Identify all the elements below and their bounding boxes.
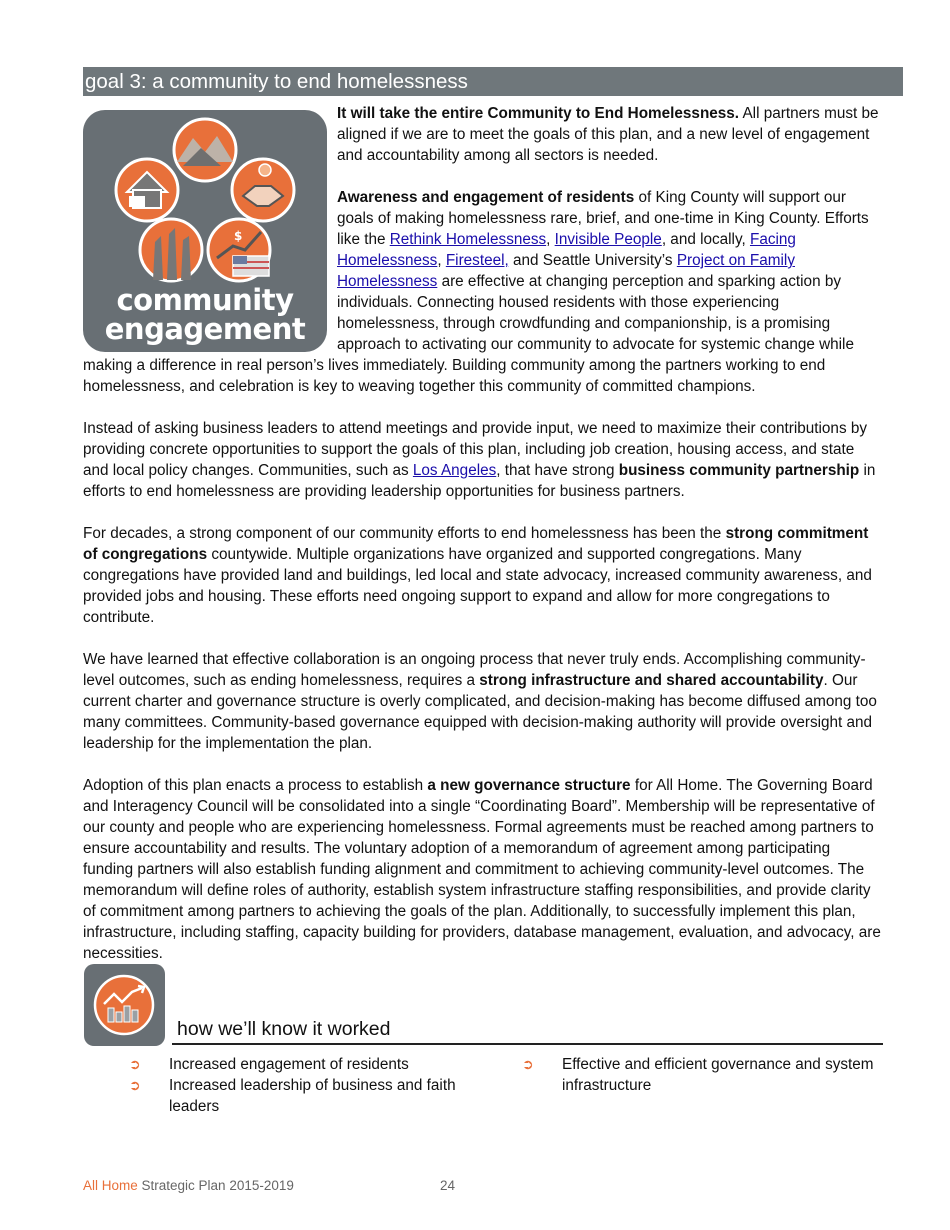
goal-header: goal 3: a community to end homelessness bbox=[83, 67, 903, 96]
list-item: ➲ Effective and efficient governance and system infrastructure bbox=[522, 1056, 874, 1094]
metrics-title: how we’ll know it worked bbox=[177, 1018, 391, 1040]
paragraph-business: Instead of asking business leaders to attend meetings and provide input, we need to maximize their contributions by providing concrete opportunities to support the goals of this plan, including job creation, housing access, and state and local policy changes. Communities, such as Los Angeles, that have strong business community partnership in efforts to end homelessness are providing leadership opportunities for business partners. bbox=[83, 420, 876, 500]
arrow-bullet-icon: ➲ bbox=[522, 1056, 534, 1072]
link-facing-homelessness[interactable]: Facing Homelessness bbox=[337, 231, 796, 269]
link-los-angeles[interactable]: Los Angeles bbox=[412, 462, 497, 479]
metrics-chart-icon bbox=[84, 964, 165, 1046]
list-item: ➲ Increased leadership of business and faith leaders bbox=[129, 1077, 456, 1115]
arrow-bullet-icon: ➲ bbox=[129, 1077, 141, 1093]
paragraph-residents: Awareness and engagement of residents of King County will support our goals of making homelessness rare, brief, and one-time in King County. Efforts like the Rethink Homelessness, Invisible People, and locally, Facing Homelessness, Firesteel, and Seattle University’s Project on Family Homelessness are effective at changing perception and sparking action by individuals. Connecting housed residents with those experiencing homelessness, through crowdfunding and companionship, is a promising approach to activating our community to advocate for systemic change while making a difference in real person’s lives immediately. Building community among the partners working to end homelessness, and celebration is key to weaving together this community of committed champions. bbox=[83, 189, 869, 395]
paragraph-community: It will take the entire Community to End Homelessness. All partners must be aligned if we are to meet the goals of this plan, and a new level of engagement and accountability among all sectors is needed. bbox=[337, 105, 879, 164]
metrics-divider bbox=[172, 1043, 883, 1045]
paragraph-governance: Adoption of this plan enacts a process to establish a new governance structure for All Home. The Governing Board and Interagency Council will be consolidated into a single “Coordinating Board”. Membership will be representative of our county and people who are experiencing homelessness. Formal agreements must be reached among partners to ensure accountability and results. The voluntary adoption of a memorandum of agreement among participating funding partners will also establish funding alignment and commitment to achieving community-level outcomes. The memorandum will define roles of authority, establish system infrastructure staffing responsibilities, and provide clarity of commitment among partners to achieving the goals of the plan. Additionally, to successfully implement this plan, infrastructure, including staffing, capacity building for providers, database management, evaluation, and advocacy, are necessities. bbox=[83, 777, 881, 962]
link-rethink-homelessness[interactable]: Rethink Homelessness bbox=[389, 231, 547, 248]
metrics-list-right bbox=[522, 1054, 892, 1096]
svg-text:$: $ bbox=[234, 229, 243, 243]
metrics-list-left bbox=[129, 1054, 489, 1117]
paragraph-infrastructure: We have learned that effective collaboration is an ongoing process that never truly ends. Accomplishing community-level outcomes, such as ending homelessness, requires a strong infrastructure and shared accountability. Our current charter and governance structure is overly complicated, and decision-making has become diffused among too many committees. Community-based governance equipped with decision-making authority will provide oversight and leadership for the implementation the plan. bbox=[83, 651, 877, 752]
page-number: 24 bbox=[440, 1178, 456, 1193]
link-invisible-people[interactable]: Invisible People bbox=[554, 231, 662, 248]
list-item: ➲ Increased engagement of residents bbox=[129, 1056, 409, 1073]
logo-text-engagement: engagement bbox=[104, 312, 306, 346]
body-text bbox=[83, 103, 883, 985]
link-project-family-homelessness[interactable]: Project on Family Homelessness bbox=[337, 252, 795, 290]
logo-text-community: community bbox=[116, 283, 294, 317]
link-firesteel[interactable]: Firesteel, bbox=[445, 252, 509, 269]
paragraph-congregations: For decades, a strong component of our community efforts to end homelessness has been the strong commitment of congregations countywide. Multiple organizations have organized and supported congregations. Many congregations have provided land and buildings, led local and state advocacy, increased community awareness, and provided jobs and housing. These efforts need ongoing support to expand and allow for more congregations to contribute. bbox=[83, 525, 872, 626]
arrow-bullet-icon: ➲ bbox=[129, 1056, 141, 1072]
footer-title: All Home Strategic Plan 2015-2019 bbox=[83, 1178, 294, 1193]
